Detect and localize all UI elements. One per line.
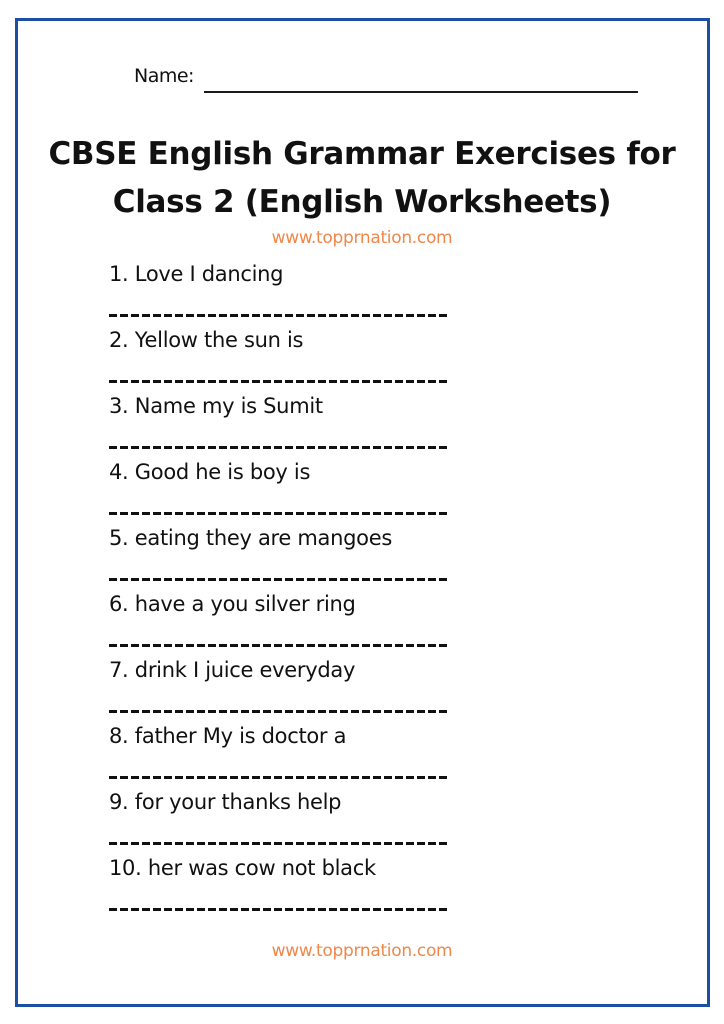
- name-field-row: [134, 63, 644, 99]
- question-list: [109, 260, 469, 920]
- answer-line[interactable]: [109, 908, 450, 911]
- title-line-2: Class 2 (English Worksheets): [112, 184, 612, 220]
- question-item: [109, 854, 469, 920]
- question-text: 5. eating they are mangoes: [109, 526, 392, 550]
- question-item: [109, 326, 469, 392]
- worksheet-title: [0, 130, 724, 226]
- question-item: [109, 722, 469, 788]
- answer-line[interactable]: [109, 644, 450, 647]
- name-label: Name:: [134, 65, 194, 87]
- question-text: 2. Yellow the sun is: [109, 328, 304, 352]
- question-item: [109, 656, 469, 722]
- answer-line[interactable]: [109, 314, 450, 317]
- question-text: 10. her was cow not black: [109, 856, 376, 880]
- question-text: 3. Name my is Sumit: [109, 394, 323, 418]
- question-text: 1. Love I dancing: [109, 262, 284, 286]
- answer-line[interactable]: [109, 842, 450, 845]
- question-text: 7. drink I juice everyday: [109, 658, 356, 682]
- question-item: [109, 458, 469, 524]
- question-text: 9. for your thanks help: [109, 790, 342, 814]
- question-item: [109, 524, 469, 590]
- question-item: [109, 590, 469, 656]
- website-link-bottom: www.topprnation.com: [271, 941, 453, 961]
- question-text: 4. Good he is boy is: [109, 460, 311, 484]
- answer-line[interactable]: [109, 578, 450, 581]
- name-answer-line[interactable]: [204, 91, 638, 93]
- answer-line[interactable]: [109, 446, 450, 449]
- question-item: [109, 788, 469, 854]
- question-item: [109, 392, 469, 458]
- answer-line[interactable]: [109, 710, 450, 713]
- answer-line[interactable]: [109, 512, 450, 515]
- website-link-top: www.topprnation.com: [271, 228, 453, 248]
- answer-line[interactable]: [109, 776, 450, 779]
- question-text: 8. father My is doctor a: [109, 724, 347, 748]
- answer-line[interactable]: [109, 380, 450, 383]
- question-text: 6. have a you silver ring: [109, 592, 356, 616]
- title-line-1: CBSE English Grammar Exercises for: [48, 136, 676, 172]
- question-item: [109, 260, 469, 326]
